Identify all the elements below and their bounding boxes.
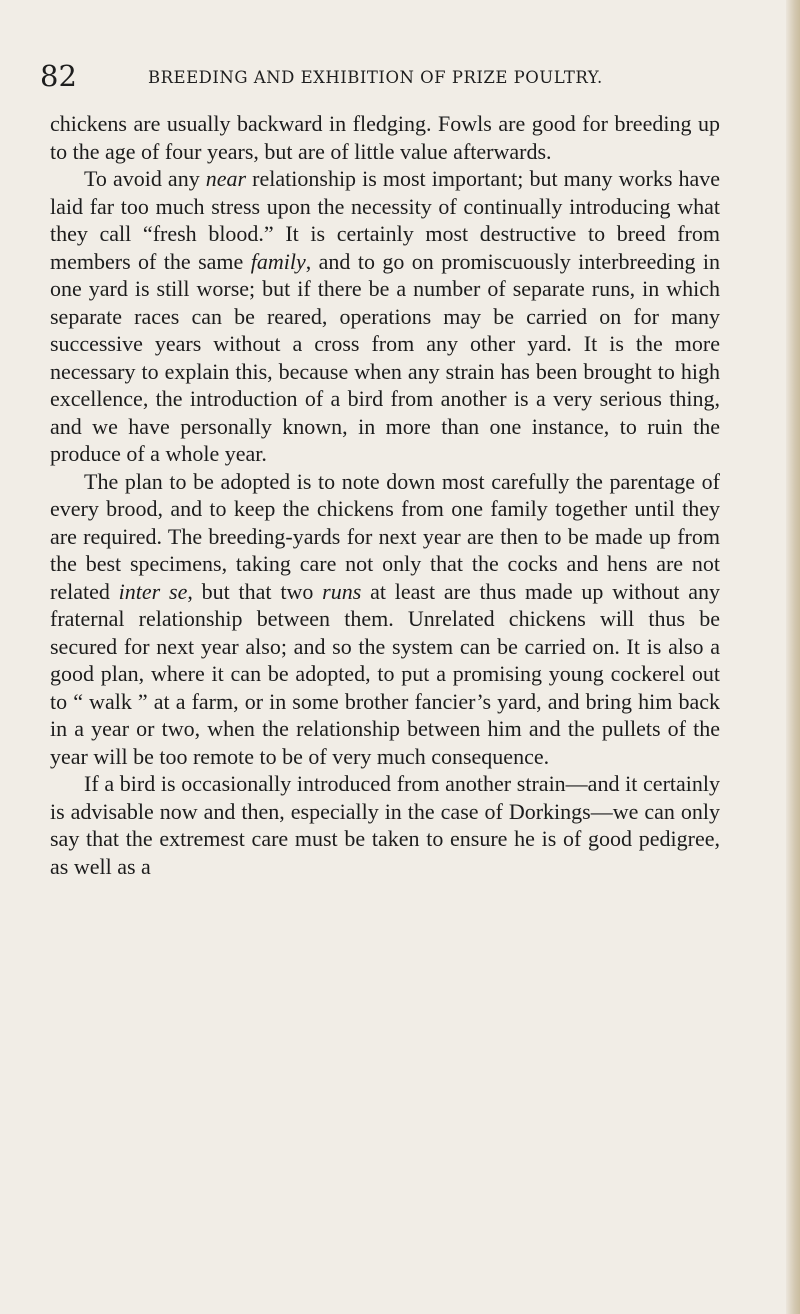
italic-inter-se: inter se [118, 578, 188, 604]
paragraph-1 [50, 110, 720, 165]
body-text [50, 110, 720, 880]
page-number: 82 [40, 59, 77, 93]
text-segment: The plan to be adopted is to note down most carefully the parentage of every brood, and to keep the chickens from one family together until they are required. The breeding-yards for next year are then to be made up from the best specimens, taking care not only that the cocks and hens are not related [50, 468, 720, 604]
text-segment: relationship is most important; but many works have laid far too much stress upon the necessity of continually introducing what they call “fresh blood.” It is certainly most destructive to breed from members of the same [50, 166, 720, 274]
text-segment: at least are thus made up without any fraternal relationship between them. Unrelated chickens will thus be secured for next year also; and so the system can be carried on. It is also a good plan, where it can be adopted, to put a promising young cockerel out to “ walk ” at a farm, or in some brother fancier’s yard, and bring him back in a year or two, when the relationship between him and the pullets of the year will be too remote to be of very much consequence. [50, 578, 720, 769]
italic-family: family [250, 248, 306, 274]
paragraph-3 [50, 468, 720, 771]
running-title: BREEDING AND EXHIBITION OF PRIZE POULTRY. [148, 68, 603, 87]
paragraph-2 [50, 165, 720, 468]
paragraph-4 [50, 770, 720, 880]
text-segment: , and to go on promiscuously interbreeding in one yard is still worse; but if there be a number of separate runs, in which separate races can be reared, operations may be carried on for many successive years without a cross from any other yard. It is the more necessary to explain this, because when any strain has been brought to high excellence, the introduction of a bird from another is a very serious thing, and we have personally known, in more than one instance, to ruin the produce of a whole year. [50, 248, 720, 466]
text-segment: chickens are usually backward in fledging. Fowls are good for breeding up to the age of four years, but are of little value afterwards. [50, 111, 720, 164]
text-segment: To avoid any [84, 166, 206, 191]
text-segment: If a bird is occasionally introduced from another strain—and it certainly is advisable now and then, especially in the case of Dorkings—we can only say that the extremest care must be taken to ensure he is of good pedigree, as well as a [50, 771, 720, 879]
italic-near: near [205, 166, 247, 191]
page-header [40, 58, 730, 98]
text-segment: , but that two [187, 578, 323, 604]
italic-runs: runs [322, 578, 362, 604]
page-edge [786, 0, 800, 1314]
